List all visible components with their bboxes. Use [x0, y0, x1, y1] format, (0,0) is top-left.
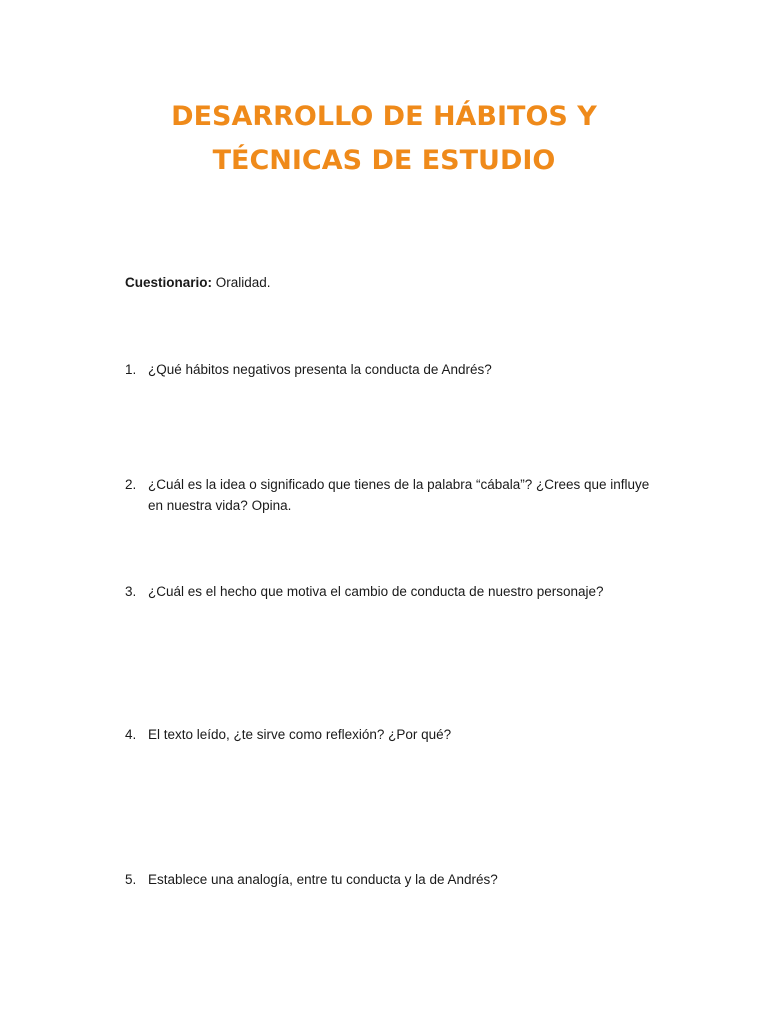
question-item: [125, 869, 665, 890]
questionnaire-topic: Oralidad.: [215, 275, 271, 290]
question-item: [125, 724, 665, 745]
question-text: El texto leído, ¿te sirve como reflexión? ¿Por qué?: [148, 727, 452, 742]
questionnaire-label: Cuestionario:: [125, 275, 213, 290]
question-text: ¿Qué hábitos negativos presenta la conducta de Andrés?: [148, 362, 492, 377]
question-number: 1.: [125, 362, 137, 377]
question-item: [125, 359, 665, 380]
question-item: [125, 581, 665, 602]
question-number: 3.: [125, 584, 137, 599]
question-number: 4.: [125, 727, 137, 742]
title-line-1: DESARROLLO DE HÁBITOS Y: [171, 101, 597, 132]
title-line-2: TÉCNICAS DE ESTUDIO: [212, 145, 556, 176]
question-item: [125, 474, 665, 516]
question-text: ¿Cuál es la idea o significado que tienes de la palabra “cábala”? ¿Crees que influye en nuestra vida? Opina.: [148, 477, 650, 513]
question-number: 2.: [125, 477, 137, 492]
question-text: ¿Cuál es el hecho que motiva el cambio de conducta de nuestro personaje?: [148, 584, 604, 599]
question-text: Establece una analogía, entre tu conducta y la de Andrés?: [148, 872, 498, 887]
question-number: 5.: [125, 872, 137, 887]
questionnaire-heading: [125, 274, 271, 292]
document-title: [0, 95, 768, 183]
